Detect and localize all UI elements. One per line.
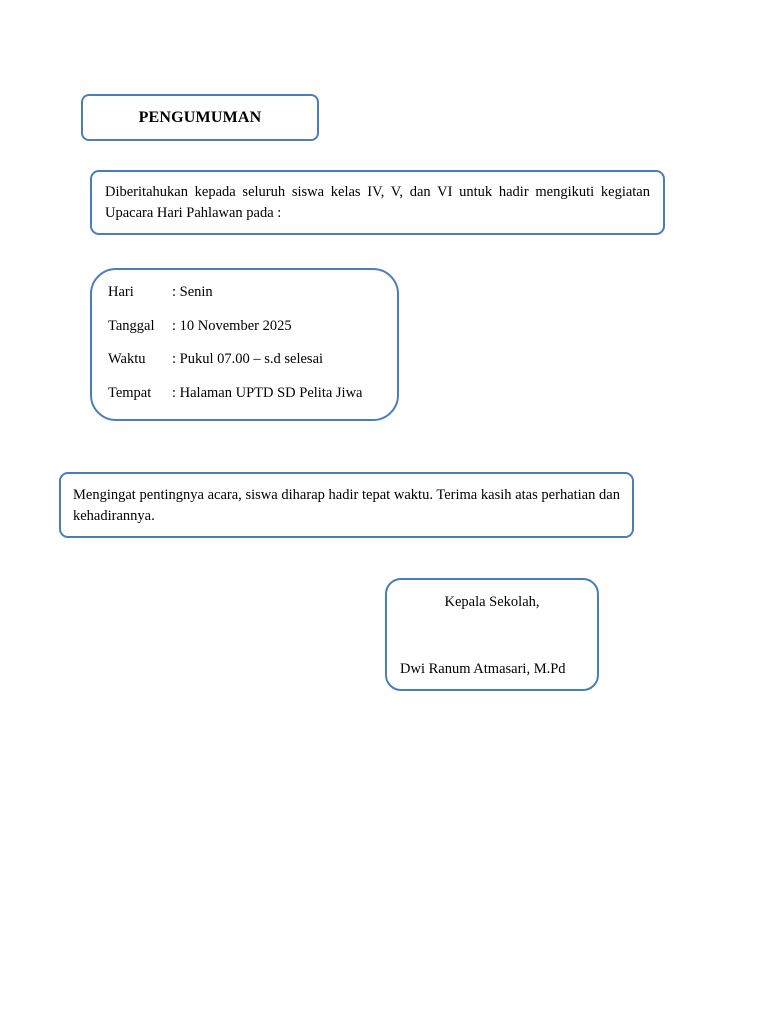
announcement-title-box [81, 94, 319, 141]
detail-label-date: Tanggal [108, 317, 155, 334]
detail-row-date [108, 316, 397, 350]
detail-value-day: : Senin [172, 284, 213, 300]
event-details-box [90, 268, 399, 421]
detail-row-place [108, 383, 397, 417]
closing-text: Mengingat pentingnya acara, siswa diharap hadir tepat waktu. Terima kasih atas perhatian dan kehadirannya. [73, 487, 620, 524]
closing-box [59, 472, 634, 538]
detail-value-place: : Halaman UPTD SD Pelita Jiwa [172, 384, 363, 401]
intro-box [90, 170, 665, 235]
detail-label-place: Tempat [108, 384, 152, 401]
signature-role: Kepala Sekolah, [444, 594, 540, 610]
detail-row-day [108, 282, 397, 316]
intro-text: Diberitahukan kepada seluruh siswa kelas IV, V, dan VI untuk hadir mengikuti kegiatan Upacara Hari Pahlawan pada : [105, 184, 650, 221]
detail-label-day: Hari [108, 284, 134, 300]
announcement-title: PENGUMUMAN [138, 108, 262, 126]
detail-row-time [108, 349, 397, 383]
signature-box [385, 578, 599, 691]
signature-name: Dwi Ranum Atmasari, M.Pd [400, 661, 566, 677]
detail-value-date: : 10 November 2025 [172, 317, 292, 334]
detail-value-time: : Pukul 07.00 – s.d selesai [172, 351, 324, 367]
detail-label-time: Waktu [108, 351, 146, 367]
